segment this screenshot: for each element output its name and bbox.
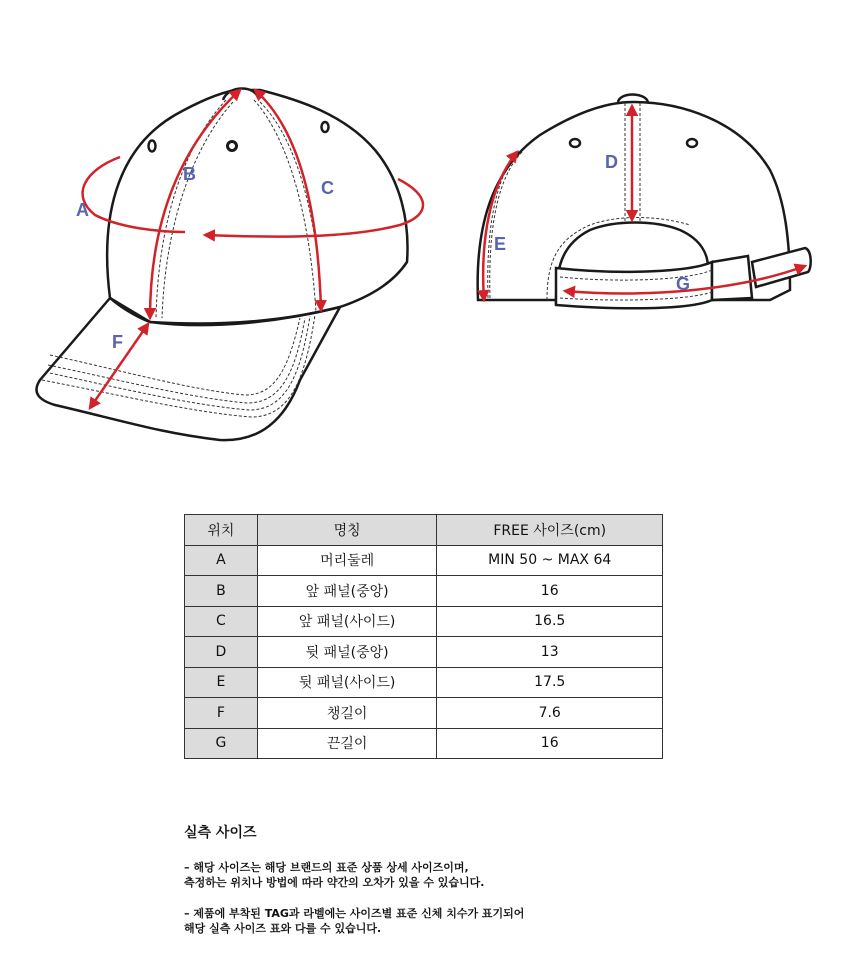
note-line: – 해당 사이즈는 해당 브랜드의 표준 상품 상세 사이즈이며,	[184, 861, 469, 874]
table-row	[185, 545, 663, 576]
cell-position: A	[185, 545, 258, 576]
front-view	[36, 88, 407, 440]
size-table	[184, 514, 663, 759]
note-line: 측정하는 위치나 방법에 따라 약간의 오차가 있을 수 있습니다.	[184, 876, 485, 889]
cell-position: F	[185, 698, 258, 729]
header-name: 명칭	[257, 515, 437, 546]
table-row	[185, 667, 663, 698]
cell-name: 앞 패널(사이드)	[257, 606, 437, 637]
cell-name: 뒷 패널(사이드)	[257, 667, 437, 698]
label-c: C	[321, 178, 334, 198]
header-size: FREE 사이즈(cm)	[437, 515, 663, 546]
table-row	[185, 637, 663, 668]
label-d: D	[605, 152, 618, 172]
table-row	[185, 698, 663, 729]
note-line: – 제품에 부착된 TAG과 라벨에는 사이즈별 표준 신체 치수가 표기되어	[184, 907, 525, 920]
cell-value: 17.5	[437, 667, 663, 698]
cap-measurement-diagram	[0, 0, 860, 460]
measurement-notes	[184, 822, 524, 952]
cell-value: 16	[437, 728, 663, 759]
back-view	[478, 95, 811, 309]
cell-name: 뒷 패널(중앙)	[257, 637, 437, 668]
notes-title: 실측 사이즈	[184, 825, 257, 841]
cell-position: D	[185, 637, 258, 668]
cell-position: E	[185, 667, 258, 698]
cell-value: 16.5	[437, 606, 663, 637]
cell-name: 챙길이	[257, 698, 437, 729]
cell-name: 앞 패널(중앙)	[257, 576, 437, 607]
cell-name: 끈길이	[257, 728, 437, 759]
cell-value: 13	[437, 637, 663, 668]
cell-position: C	[185, 606, 258, 637]
cell-position: G	[185, 728, 258, 759]
note-paragraph	[184, 906, 524, 936]
label-b: B	[183, 164, 196, 184]
cell-value: 16	[437, 576, 663, 607]
cell-value: MIN 50 ~ MAX 64	[437, 545, 663, 576]
label-a: A	[76, 200, 89, 220]
label-g: G	[676, 274, 691, 294]
header-position: 위치	[185, 515, 258, 546]
table-header-row	[185, 515, 663, 546]
table-row	[185, 606, 663, 637]
label-f: F	[112, 332, 123, 352]
note-line: 해당 실측 사이즈 표와 다를 수 있습니다.	[184, 922, 382, 935]
cell-value: 7.6	[437, 698, 663, 729]
cell-position: B	[185, 576, 258, 607]
table-row	[185, 728, 663, 759]
note-paragraph	[184, 860, 524, 890]
cell-name: 머리둘레	[257, 545, 437, 576]
table-row	[185, 576, 663, 607]
label-e: E	[494, 234, 507, 254]
